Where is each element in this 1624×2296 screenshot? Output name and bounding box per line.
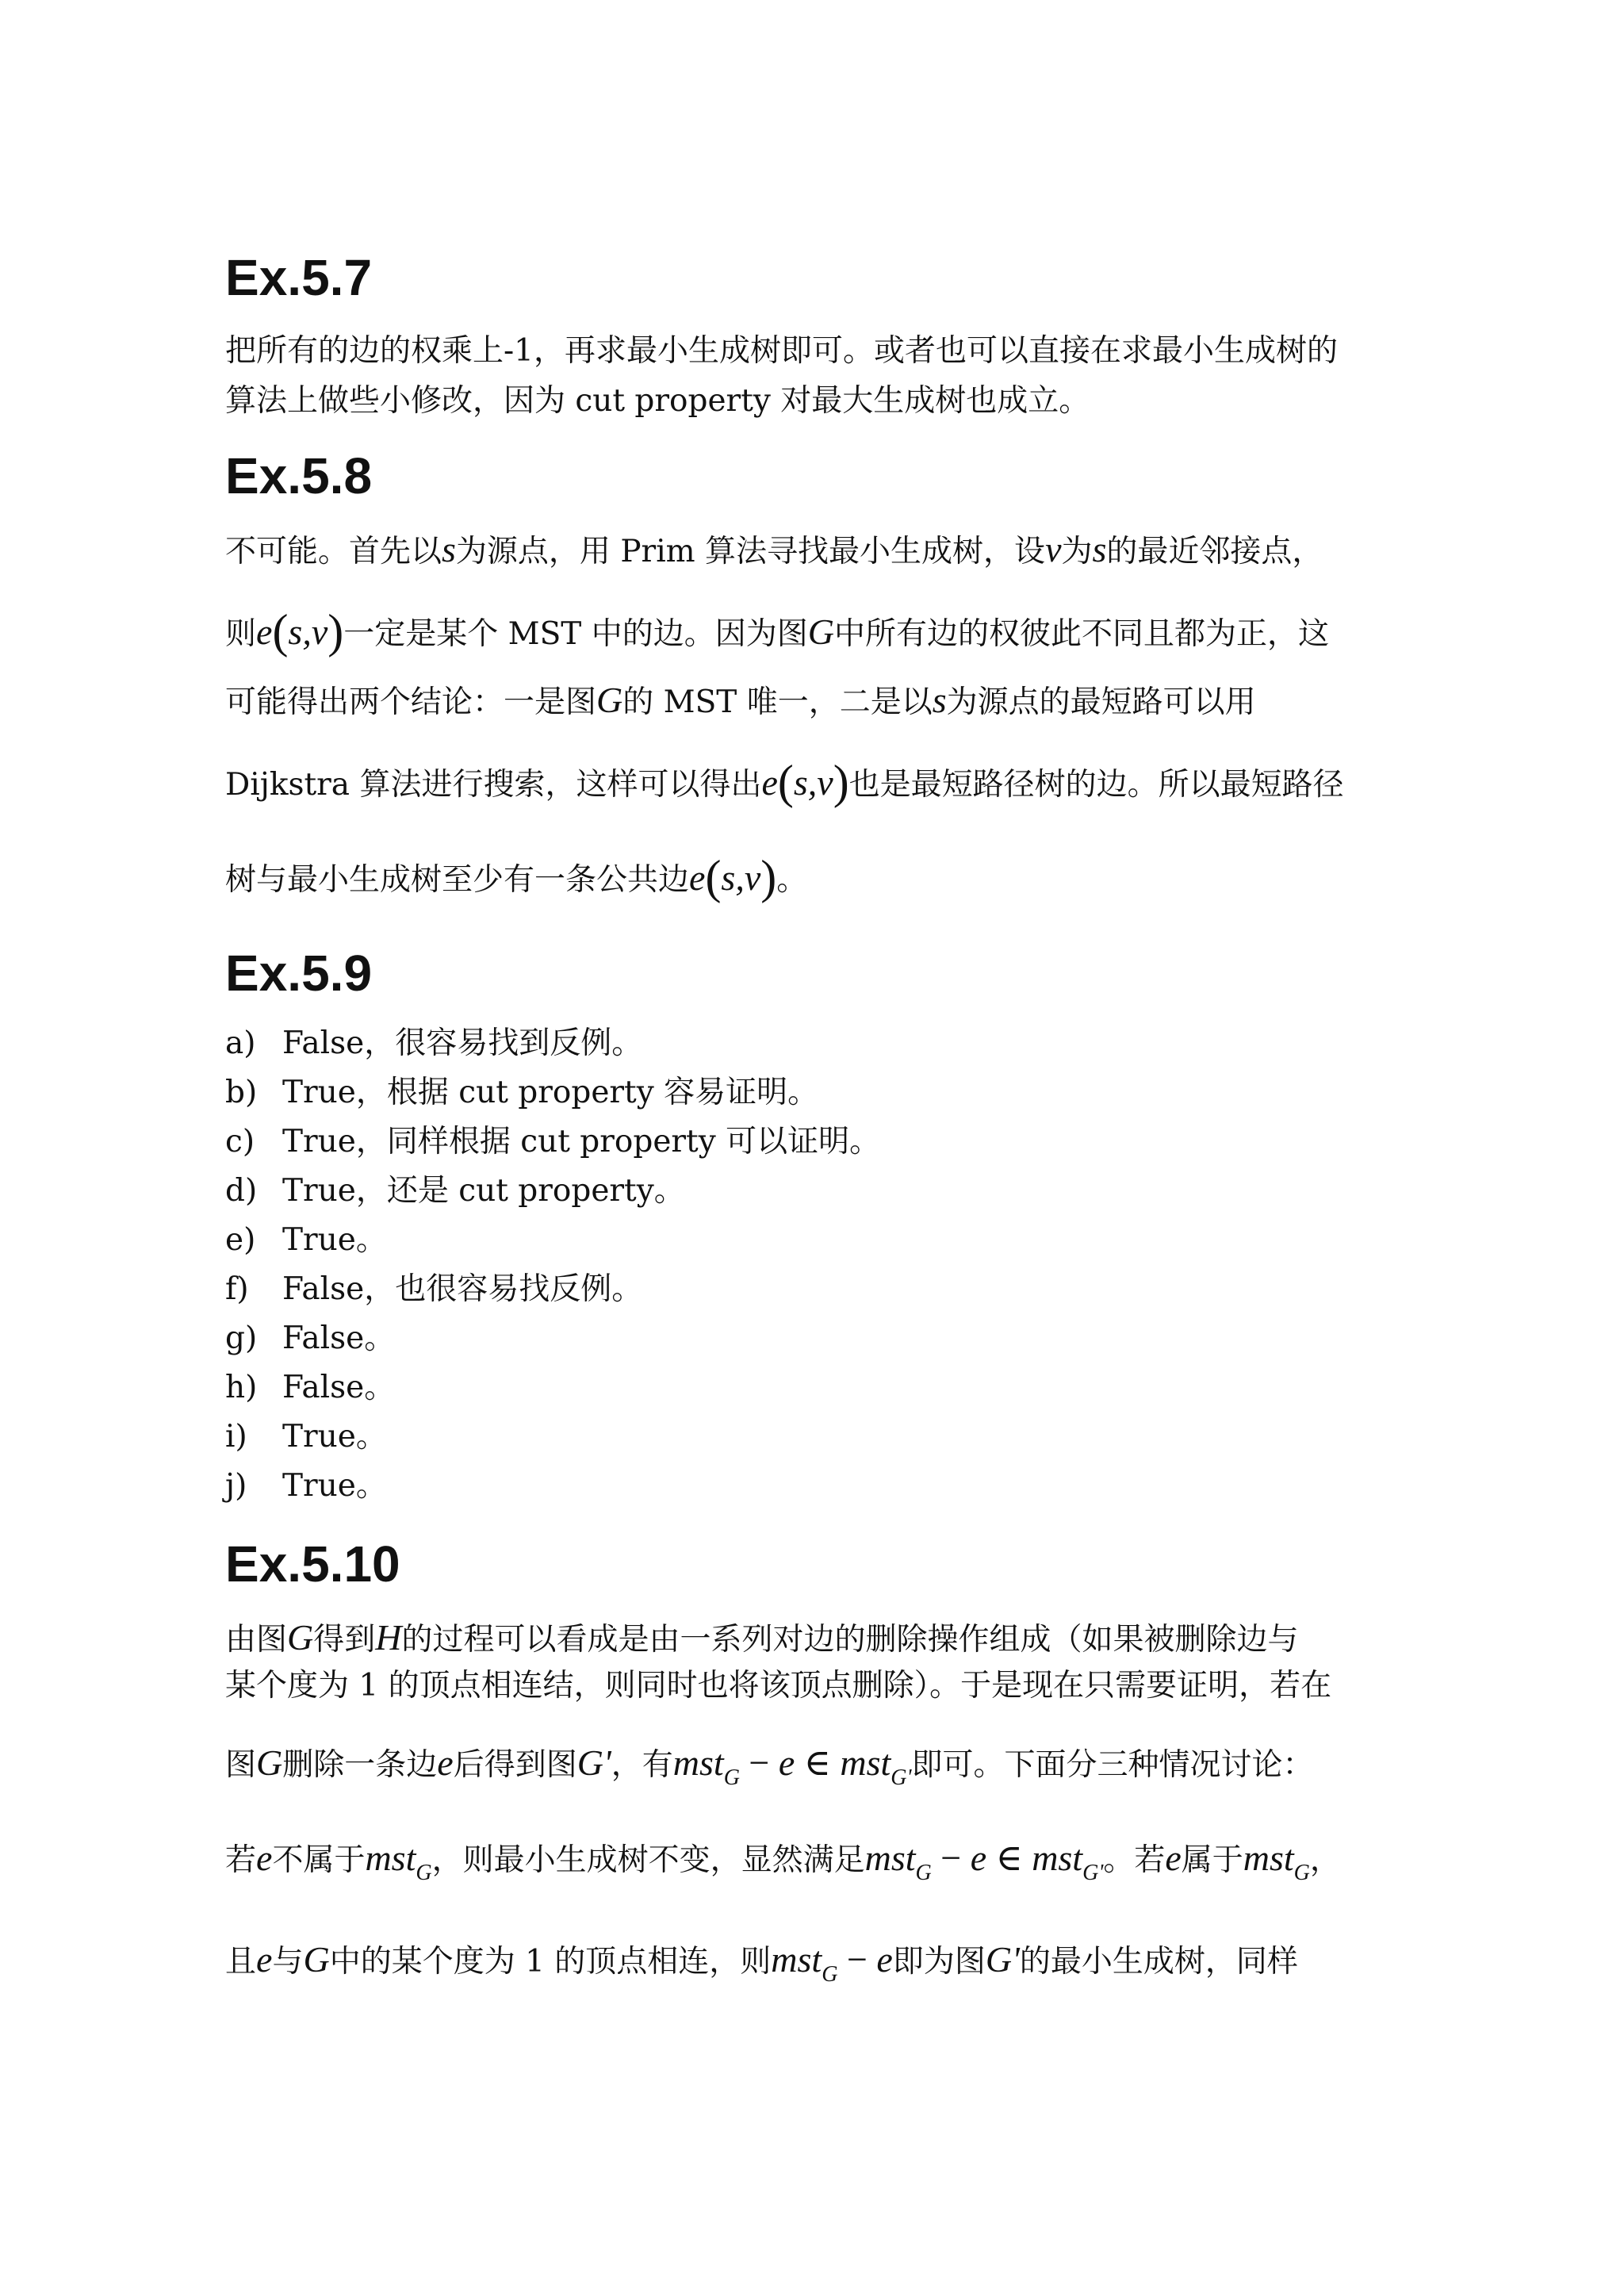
text: 由图 bbox=[225, 1622, 288, 1658]
var-Gp: G' bbox=[985, 1939, 1020, 1980]
var-e: e bbox=[1165, 1838, 1182, 1878]
var-G: G bbox=[303, 1939, 330, 1980]
var-sv: s,v bbox=[793, 762, 833, 803]
text: ， bbox=[1309, 1842, 1341, 1878]
paren: ) bbox=[760, 851, 777, 903]
var-mst: mst bbox=[771, 1939, 822, 1980]
text: ，则最小生成树不变，显然满足 bbox=[431, 1842, 865, 1878]
list-item bbox=[225, 1372, 395, 1403]
text: 为源点，用 Prim 算法寻找最小生成树，设 bbox=[455, 534, 1046, 569]
var-v: v bbox=[1045, 529, 1062, 569]
text: 若 bbox=[225, 1842, 257, 1878]
text: 即可。下面分三种情况讨论： bbox=[911, 1747, 1314, 1783]
paren: ( bbox=[777, 756, 794, 808]
list-marker: a) bbox=[225, 1025, 256, 1061]
list-text: False。 bbox=[282, 1370, 396, 1405]
list-item bbox=[225, 1419, 387, 1455]
var-mst: mst bbox=[840, 1742, 891, 1783]
text: Dijkstra 算法进行搜索，这样可以得出 bbox=[225, 767, 762, 803]
text: 得到 bbox=[313, 1622, 376, 1658]
subscript-G: G bbox=[416, 1861, 432, 1885]
text: 的最小生成树，同样 bbox=[1019, 1944, 1298, 1980]
list-marker: d) bbox=[225, 1173, 258, 1209]
ex58-line-5 bbox=[225, 850, 1415, 903]
var-e: e bbox=[256, 611, 273, 652]
ex510-line-5 bbox=[225, 1939, 1415, 1987]
list-item bbox=[225, 1271, 643, 1307]
paren: ( bbox=[705, 851, 722, 903]
list-marker: j) bbox=[225, 1468, 247, 1504]
text: ，有 bbox=[611, 1747, 673, 1783]
text: 可能得出两个结论：一是图 bbox=[225, 684, 597, 720]
list-text: False，也很容易找反例。 bbox=[282, 1271, 643, 1307]
text: 一定是某个 MST 中的边。因为图 bbox=[343, 616, 808, 652]
text: 不属于 bbox=[272, 1842, 366, 1878]
var-e: e bbox=[437, 1742, 454, 1783]
var-s: s bbox=[1092, 529, 1107, 569]
var-mst: mst bbox=[1243, 1838, 1294, 1878]
list-text: True。 bbox=[282, 1419, 387, 1455]
list-marker: h) bbox=[225, 1370, 258, 1405]
text: 树与最小生成树至少有一条公共边 bbox=[225, 862, 690, 898]
text: 与 bbox=[272, 1944, 304, 1980]
var-sv: s,v bbox=[288, 611, 328, 652]
list-text: True，根据 cut property 容易证明。 bbox=[282, 1075, 819, 1110]
subscript-Gp: G' bbox=[891, 1765, 912, 1790]
list-marker: g) bbox=[225, 1320, 258, 1356]
text: 删除一条边 bbox=[282, 1747, 438, 1783]
var-e: e bbox=[778, 1742, 795, 1783]
subscript-G: G bbox=[1293, 1861, 1310, 1885]
subscript-Gp: G' bbox=[1082, 1861, 1104, 1885]
var-s: s bbox=[442, 529, 456, 569]
list-item bbox=[225, 1222, 387, 1258]
text: 即为图 bbox=[892, 1944, 986, 1980]
ex510-line-1 bbox=[225, 1619, 1415, 1656]
var-Gp: G' bbox=[576, 1742, 611, 1783]
list-item bbox=[225, 1320, 396, 1356]
ex58-line-4 bbox=[225, 755, 1415, 808]
var-s: s bbox=[932, 680, 947, 720]
var-G: G bbox=[256, 1742, 283, 1783]
op-in: ∈ bbox=[795, 1742, 841, 1783]
text: 的过程可以看成是由一系列对边的删除操作组成（如果被删除边与 bbox=[401, 1622, 1299, 1658]
text: 的 MST 唯一，二是以 bbox=[622, 684, 933, 720]
text: 。 bbox=[776, 862, 808, 898]
list-item bbox=[225, 1126, 880, 1157]
text: 属于 bbox=[1181, 1842, 1243, 1878]
text: 图 bbox=[225, 1747, 257, 1783]
list-text: False。 bbox=[282, 1320, 396, 1356]
paren: ) bbox=[327, 605, 344, 657]
var-G: G bbox=[596, 680, 623, 720]
var-mst: mst bbox=[672, 1742, 724, 1783]
text: 后得到图 bbox=[453, 1747, 577, 1783]
list-item bbox=[225, 1173, 685, 1209]
op-minus: − bbox=[837, 1939, 877, 1980]
list-marker: f) bbox=[225, 1271, 249, 1307]
ex57-line-2: 算法上做些小修改，因为 cut property 对最大生成树也成立。 bbox=[225, 383, 1090, 419]
list-text: False，很容易找到反例。 bbox=[282, 1025, 643, 1061]
var-G: G bbox=[807, 611, 834, 652]
heading-ex-5-9: Ex.5.9 bbox=[225, 945, 373, 1002]
ex58-line-2 bbox=[225, 604, 1415, 657]
list-text: True，同样根据 cut property 可以证明。 bbox=[282, 1124, 881, 1159]
var-e: e bbox=[689, 857, 706, 898]
var-G: G bbox=[287, 1617, 314, 1658]
var-e: e bbox=[876, 1939, 893, 1980]
text: 的最近邻接点， bbox=[1106, 534, 1323, 569]
text: 为 bbox=[1061, 534, 1093, 569]
var-H: H bbox=[375, 1617, 402, 1658]
list-text: True。 bbox=[282, 1468, 387, 1504]
list-item bbox=[225, 1077, 818, 1108]
ex58-line-1 bbox=[225, 531, 1415, 568]
var-sv: s,v bbox=[721, 857, 761, 898]
subscript-G: G bbox=[915, 1861, 932, 1885]
var-e: e bbox=[256, 1939, 273, 1980]
list-marker: i) bbox=[225, 1419, 247, 1455]
var-e: e bbox=[761, 762, 778, 803]
paren: ( bbox=[272, 605, 289, 657]
text: 不可能。首先以 bbox=[225, 534, 442, 569]
subscript-G: G bbox=[723, 1765, 740, 1790]
text: 中所有边的权彼此不同且都为正，这 bbox=[833, 616, 1329, 652]
text: 。若 bbox=[1103, 1842, 1166, 1878]
heading-ex-5-8: Ex.5.8 bbox=[225, 447, 373, 504]
ex510-line-3 bbox=[225, 1742, 1415, 1790]
ex57-line-1: 把所有的边的权乘上-1，再求最小生成树即可。或者也可以直接在求最小生成树的 bbox=[225, 333, 1338, 369]
text: 为源点的最短路可以用 bbox=[946, 684, 1256, 720]
op-minus: − bbox=[739, 1742, 779, 1783]
text: 中的某个度为 1 的顶点相连，则 bbox=[329, 1944, 772, 1980]
list-marker: b) bbox=[225, 1075, 258, 1110]
ex510-line-2: 某个度为 1 的顶点相连结，则同时也将该顶点删除）。于是现在只需要证明，若在 bbox=[225, 1668, 1332, 1704]
var-mst: mst bbox=[1032, 1838, 1083, 1878]
list-marker: c) bbox=[225, 1124, 255, 1159]
text: 则 bbox=[225, 616, 257, 652]
subscript-G: G bbox=[822, 1962, 838, 1987]
var-e: e bbox=[256, 1838, 273, 1878]
list-item bbox=[225, 1468, 387, 1504]
var-mst: mst bbox=[864, 1838, 916, 1878]
list-text: True，还是 cut property。 bbox=[282, 1173, 685, 1209]
var-e: e bbox=[970, 1838, 987, 1878]
heading-ex-5-10: Ex.5.10 bbox=[225, 1535, 400, 1593]
op-in: ∈ bbox=[986, 1838, 1032, 1878]
paren: ) bbox=[833, 756, 849, 808]
list-text: True。 bbox=[282, 1222, 387, 1258]
list-marker: e) bbox=[225, 1222, 256, 1258]
list-item bbox=[225, 1025, 643, 1061]
heading-ex-5-7: Ex.5.7 bbox=[225, 249, 373, 306]
var-mst: mst bbox=[365, 1838, 416, 1878]
ex58-line-3 bbox=[225, 682, 1415, 719]
text: 也是最短路径树的边。所以最短路径 bbox=[848, 767, 1344, 803]
text: 且 bbox=[225, 1944, 257, 1980]
ex510-line-4 bbox=[225, 1838, 1415, 1885]
op-minus: − bbox=[931, 1838, 971, 1878]
